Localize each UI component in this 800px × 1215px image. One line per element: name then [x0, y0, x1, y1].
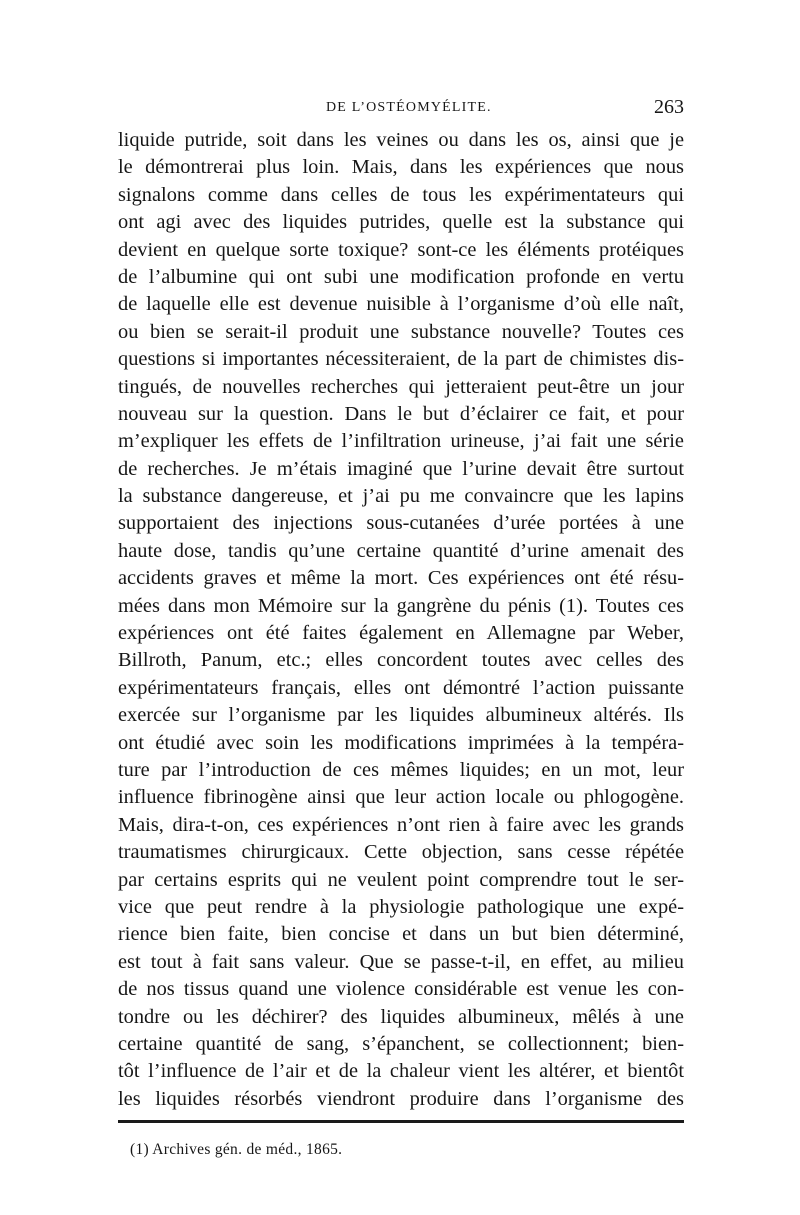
footnote-separator [118, 1120, 684, 1123]
text-line: Billroth, Panum, etc.; elles concordent toutes avec celles des [118, 649, 684, 672]
text-line: haute dose, tandis qu’une certaine quantité d’urine amenait des [118, 539, 684, 562]
text-line: supportaient des injections sous-cutanées d’urée portées à une [118, 512, 684, 535]
text-line: mées dans mon Mémoire sur la gangrène du pénis (1). Toutes ces [118, 594, 684, 617]
text-line: ont agi avec des liquides putrides, quelle est la substance qui [118, 211, 684, 234]
text-line: est tout à fait sans valeur. Que se passe-t-il, en effet, au milieu [118, 950, 684, 973]
footnote: (1) Archives gén. de méd., 1865. [130, 1141, 343, 1158]
text-line: signalons comme dans celles de tous les expérimentateurs qui [118, 183, 684, 206]
text-line: la substance dangereuse, et j’ai pu me convaincre que les lapins [118, 485, 684, 508]
text-line: influence fibrinogène ainsi que leur action locale ou phlogogène. [118, 786, 684, 809]
text-line: de laquelle elle est devenue nuisible à l’organisme d’où elle naît, [118, 293, 684, 316]
text-line: tingués, de nouvelles recherches qui jetteraient peut-être un jour [118, 375, 684, 398]
text-line: les liquides résorbés viendront produire dans l’organisme des [118, 1087, 684, 1110]
text-line: rience bien faite, bien concise et dans un but bien déterminé, [118, 923, 684, 946]
text-line: de l’albumine qui ont subi une modification profonde en vertu [118, 265, 684, 288]
text-line: ture par l’introduction de ces mêmes liquides; en un mot, leur [118, 758, 684, 781]
text-line: m’expliquer les effets de l’infiltration urineuse, j’ai fait une série [118, 430, 684, 453]
text-line: accidents graves et même la mort. Ces expériences ont été résu- [118, 567, 684, 590]
text-line: certaine quantité de sang, s’épanchent, se collectionnent; bien- [118, 1032, 684, 1055]
text-line: exercée sur l’organisme par les liquides albumineux altérés. Ils [118, 704, 684, 727]
text-line: tondre ou les déchirer? des liquides albumineux, mêlés à une [118, 1005, 684, 1028]
page-header [118, 96, 684, 122]
body-text [118, 127, 684, 1113]
text-line: tôt l’influence de l’air et de la chaleur vient les altérer, et bientôt [118, 1060, 684, 1083]
text-line: expérimentateurs français, elles ont démontré l’action puissante [118, 676, 684, 699]
text-line: de recherches. Je m’étais imaginé que l’urine devait être surtout [118, 457, 684, 480]
text-line: questions si importantes nécessiteraient, de la part de chimistes dis- [118, 348, 684, 371]
text-line: nouveau sur la question. Dans le but d’éclairer ce fait, et pour [118, 402, 684, 425]
text-line: Mais, dira-t-on, ces expériences n’ont rien à faire avec les grands [118, 813, 684, 836]
text-line: vice que peut rendre à la physiologie pathologique une expé- [118, 895, 684, 918]
running-head: DE L’OSTÉOMYÉLITE. [326, 100, 492, 115]
page-number: 263 [654, 96, 684, 118]
text-line: le démontrerai plus loin. Mais, dans les expériences que nous [118, 156, 684, 179]
text-line: devient en quelque sorte toxique? sont-ce les éléments protéiques [118, 238, 684, 261]
text-line: liquide putride, soit dans les veines ou dans les os, ainsi que je [118, 129, 684, 151]
text-line: ont étudié avec soin les modifications imprimées à la tempéra- [118, 731, 684, 754]
text-line: expériences ont été faites également en Allemagne par Weber, [118, 622, 684, 645]
text-line: par certains esprits qui ne veulent point comprendre tout le ser- [118, 868, 684, 891]
text-line: ou bien se serait-il produit une substance nouvelle? Toutes ces [118, 320, 684, 343]
text-line: de nos tissus quand une violence considérable est venue les con- [118, 978, 684, 1001]
text-line: traumatismes chirurgicaux. Cette objection, sans cesse répétée [118, 841, 684, 864]
